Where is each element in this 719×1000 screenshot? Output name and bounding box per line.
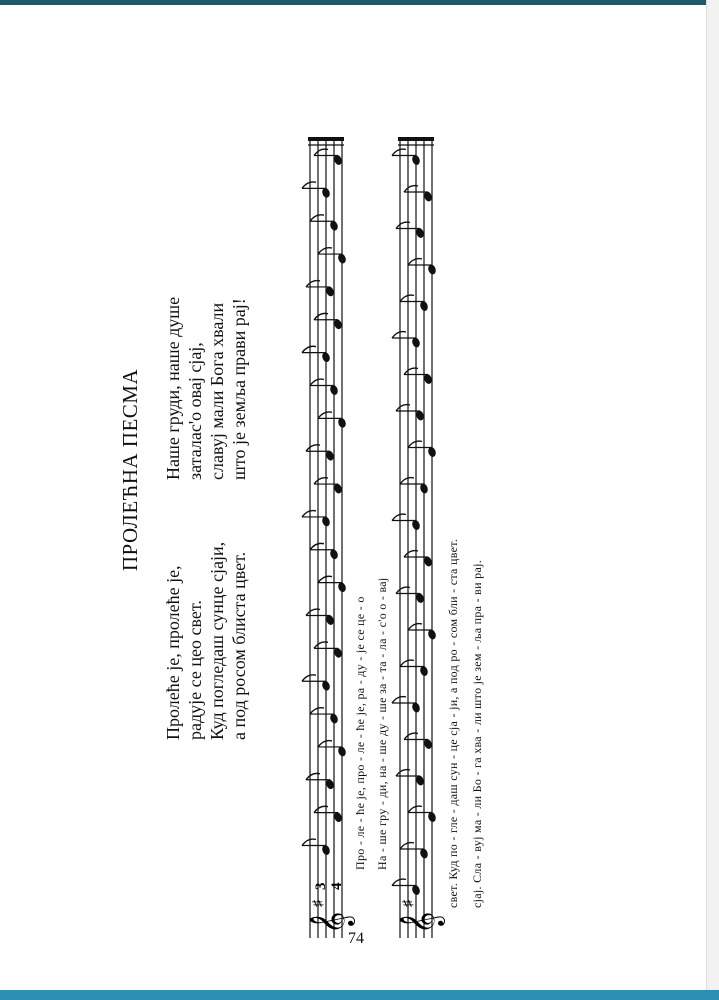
page-number: 74 <box>348 930 364 947</box>
lyric-line-3: свет. Куд по - гле - даш сун - це сја - ји, а под ро - сом бли - ста цвет. <box>446 538 460 908</box>
lyric-line-4: сјај. Сла - вуј ма - ли Бо - га хва - ли што је зем - ља пра - ви рај. <box>470 559 484 908</box>
stanza-1-line: радује се цео свет. <box>185 600 205 740</box>
note-flag <box>310 379 324 385</box>
note-flag <box>400 295 414 301</box>
note-flag <box>310 708 324 714</box>
stanza-2-line: заталас'о овај сјај, <box>185 342 205 480</box>
note-flag <box>408 806 422 812</box>
time-signature-top: 3 <box>313 882 329 890</box>
stanza-2-line: Наше груди, наше душе <box>163 296 183 480</box>
note-flag <box>400 843 414 849</box>
stanza-1-line: Куд погледаш сунце сјаји, <box>207 541 227 740</box>
note-flag <box>408 624 422 630</box>
staff-2-notes <box>392 149 437 896</box>
sharp-icon: ♯ <box>401 900 416 907</box>
note-flag <box>318 576 332 582</box>
sharp-icon: ♯ <box>311 900 326 907</box>
note-flag <box>392 697 406 703</box>
staff-1-notes <box>302 149 347 856</box>
lyric-line-2: На - ше гру - ди, на - ше ду - ше за - та - ла - с'о о - вај <box>375 577 389 870</box>
note-flag <box>392 514 406 520</box>
note-flag <box>318 248 332 254</box>
note-flag <box>400 660 414 666</box>
note-flag <box>310 543 324 549</box>
stanza-2-line: славуј мали Бога хвали <box>207 302 227 480</box>
note-flag <box>302 675 316 681</box>
lyric-line-1: Про - ле - ће је, про - ле - ће је, ра - ду - је се це - о <box>353 596 367 870</box>
note-flag <box>400 478 414 484</box>
treble-clef-icon: 𝄞 <box>399 911 443 934</box>
note-flag <box>392 879 406 885</box>
note-flag <box>302 839 316 845</box>
note-flag <box>302 346 316 352</box>
note-flag <box>408 259 422 265</box>
treble-clef-icon: 𝄞 <box>309 911 353 934</box>
note-flag <box>310 215 324 221</box>
song-title: ПРОЛЕЋНА ПЕСМА <box>118 368 142 572</box>
stanza-1-line: а под росом блиста цвет. <box>229 551 249 740</box>
stanza-2-line: што је земља прави рај! <box>229 298 249 480</box>
stanza-1-line: Пролеће је, пролеће је, <box>163 565 183 740</box>
note-flag <box>302 511 316 517</box>
rotated-song-page <box>0 100 719 1000</box>
note-flag <box>392 332 406 338</box>
note-flag <box>392 149 406 155</box>
note-flag <box>318 412 332 418</box>
scan-top-border <box>0 0 719 5</box>
note-flag <box>302 182 316 188</box>
note-flag <box>318 741 332 747</box>
note-flag <box>408 441 422 447</box>
time-signature-bottom: 4 <box>329 882 345 890</box>
